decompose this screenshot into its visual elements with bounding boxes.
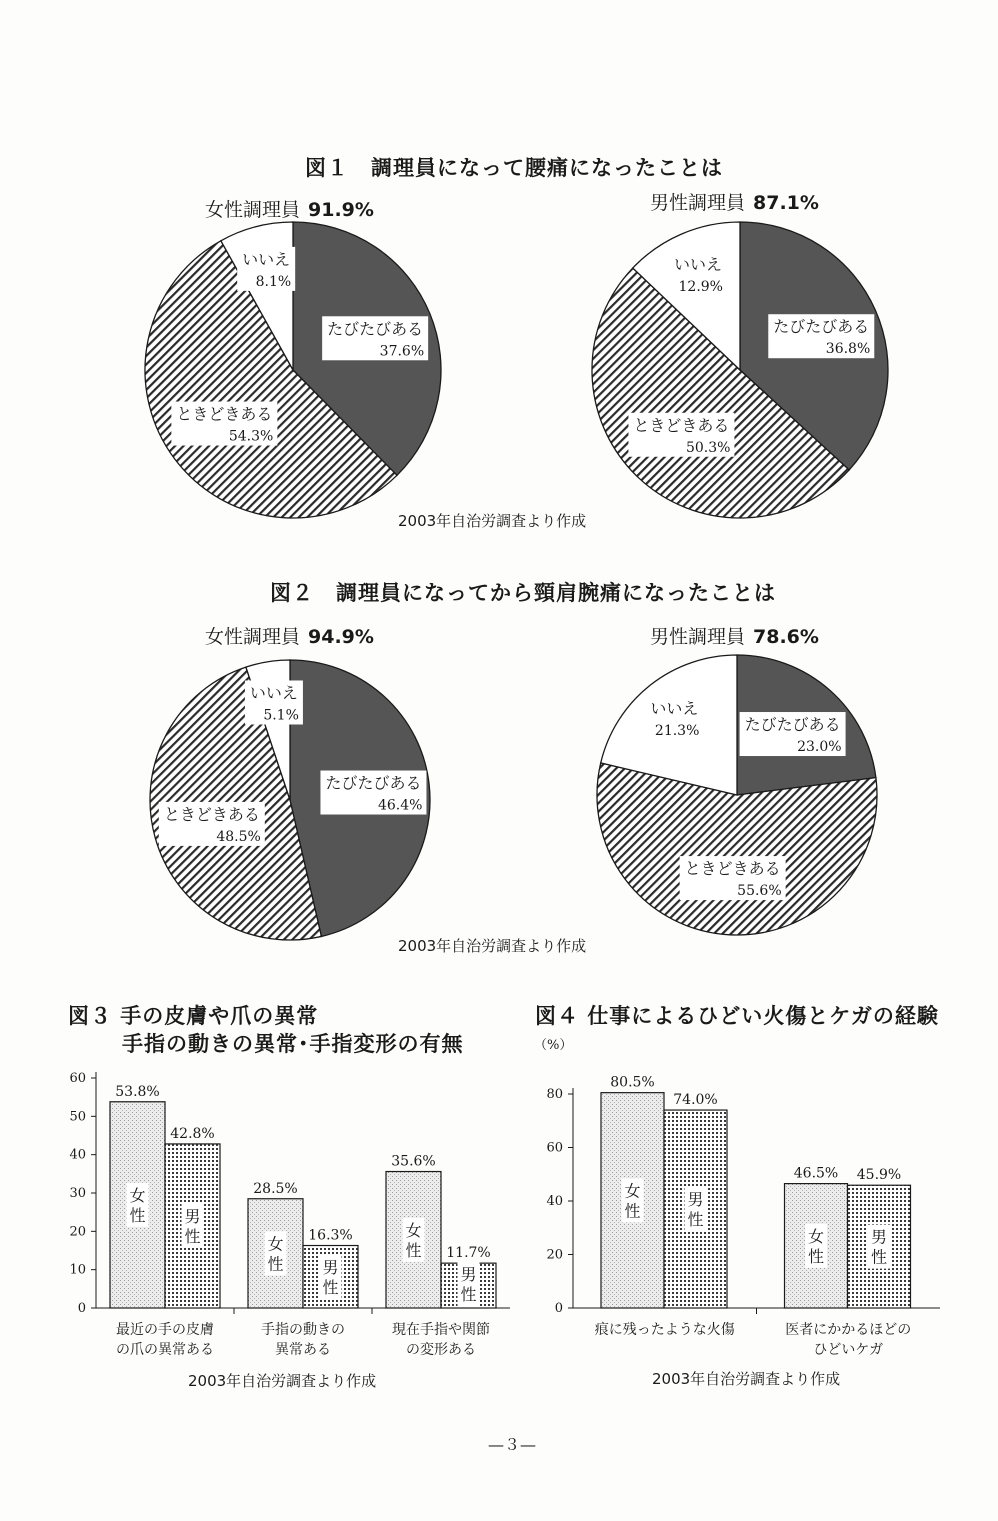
bar-series-label: 女: [129, 1185, 146, 1205]
pie-slice-value: 5.1%: [263, 707, 299, 724]
fig1-female-value: 91.9%: [308, 199, 374, 221]
x-category-label: 医者にかかるほどの: [785, 1322, 912, 1338]
pie-slice-name: いいえ: [673, 255, 723, 275]
pie-slice-value: 50.3%: [685, 439, 731, 456]
fig1-female-label: 女性調理員: [205, 199, 301, 221]
x-category-label: 最近の手の皮膚: [116, 1322, 214, 1338]
x-category-label: 現在手指や関節: [392, 1322, 490, 1338]
y-tick-label: 50: [69, 1109, 86, 1125]
x-category-label: の変形ある: [406, 1342, 476, 1358]
pie-slice-value: 54.3%: [228, 428, 274, 445]
pie-slice-value: 37.6%: [379, 343, 425, 360]
pie-slice-name: いいえ: [242, 249, 291, 269]
pie-slice-name: ときどきある: [176, 404, 273, 424]
page-number: —３—: [488, 1435, 537, 1454]
bar-value-label: 35.6%: [391, 1153, 436, 1170]
fig4-source: 2003年自治労調査より作成: [652, 1370, 841, 1388]
fig2-female-value: 94.9%: [308, 626, 374, 648]
pie-chart: [150, 660, 430, 940]
pie-slice-name: ときどきある: [163, 804, 260, 824]
pie-slice-name: たびたびある: [325, 773, 422, 793]
bar-series-label: 性: [460, 1285, 477, 1304]
x-category-label: 痕に残ったような火傷: [594, 1322, 735, 1338]
fig4-bar-chart: [546, 1075, 940, 1358]
y-tick-label: 60: [546, 1140, 563, 1156]
bar-series-label: 性: [807, 1246, 825, 1266]
bar-value-label: 45.9%: [856, 1167, 902, 1184]
pie-slice-name: たびたびある: [327, 319, 424, 339]
bar-series-label: 男: [184, 1206, 201, 1226]
bar-series-label: 男: [687, 1190, 704, 1210]
y-tick-label: 30: [69, 1186, 86, 1201]
pie-slice-name: たびたびある: [773, 317, 870, 337]
bar-series-label: 性: [687, 1210, 704, 1230]
pie-charts: [145, 222, 888, 940]
pie-slice-value: 21.3%: [654, 722, 700, 739]
bar-series-label: 女: [624, 1181, 641, 1201]
y-tick-label: 40: [546, 1194, 563, 1209]
pie-slice-value: 36.8%: [825, 341, 871, 358]
fig3-title-line2: 手指の動きの異常･手指変形の有無: [122, 1032, 464, 1056]
bar-series-label: 女: [807, 1226, 825, 1246]
bar-series-label: 性: [129, 1205, 146, 1225]
fig2-title: 図２ 調理員になってから頸肩腕痛になったことは: [270, 581, 776, 605]
pie-slice-value: 48.5%: [216, 828, 261, 845]
y-tick-label: 60: [69, 1071, 86, 1086]
bar-value-label: 46.5%: [793, 1165, 839, 1182]
pie-chart: [597, 655, 877, 935]
fig1-source: 2003年自治労調査より作成: [398, 512, 587, 530]
fig2-source: 2003年自治労調査より作成: [398, 937, 587, 955]
bar-value-label: 28.5%: [253, 1180, 298, 1197]
bar-value-label: 11.7%: [446, 1245, 491, 1262]
fig1-male-value: 87.1%: [753, 192, 819, 214]
bar-value-label: 74.0%: [673, 1092, 718, 1109]
bar-series-label: 性: [624, 1201, 641, 1221]
y-tick-label: 40: [69, 1147, 86, 1163]
y-tick-label: 10: [69, 1262, 86, 1278]
bar-series-label: 性: [184, 1226, 201, 1246]
bar-series-label: 性: [870, 1247, 888, 1267]
pie-slice-value: 46.4%: [377, 797, 423, 814]
pie-slice-name: ときどきある: [633, 415, 730, 435]
bar-series-label: 男: [460, 1265, 477, 1284]
fig4-unit: （%）: [534, 1038, 573, 1053]
bar-series-label: 女: [405, 1220, 422, 1240]
pie-slice-value: 23.0%: [797, 739, 842, 756]
fig4-title: 図４ 仕事によるひどい火傷とケガの経験: [535, 1004, 939, 1028]
fig1-title: 図１ 調理員になって腰痛になったことは: [305, 156, 723, 180]
pie-slice-value: 55.6%: [737, 883, 782, 900]
y-tick-label: 20: [69, 1224, 86, 1240]
bar-series-label: 性: [267, 1254, 284, 1274]
pie-chart: [592, 222, 888, 518]
pie-slice-name: いいえ: [650, 698, 699, 718]
bar-series-label: 女: [267, 1234, 284, 1254]
bar-series-label: 男: [870, 1227, 888, 1247]
pie-slice-value: 8.1%: [255, 273, 292, 290]
bar-value-label: 53.8%: [115, 1083, 160, 1100]
x-category-label: ひどいケガ: [813, 1342, 884, 1358]
x-category-label: 異常ある: [275, 1342, 331, 1358]
pie-chart: [145, 222, 441, 518]
fig3-bar-chart: [69, 1071, 510, 1358]
pie-slice-name: ときどきある: [684, 859, 781, 879]
fig2-male-value: 78.6%: [753, 626, 819, 648]
bar-series-label: 性: [405, 1240, 422, 1260]
y-tick-label: 0: [77, 1301, 86, 1316]
fig3-source: 2003年自治労調査より作成: [188, 1372, 377, 1390]
fig1-male-label: 男性調理員: [650, 192, 746, 214]
fig2-male-label: 男性調理員: [650, 626, 746, 648]
bar-value-label: 42.8%: [170, 1125, 215, 1142]
fig2-female-label: 女性調理員: [205, 626, 301, 648]
fig3-title-line1: 図３ 手の皮膚や爪の異常: [68, 1004, 319, 1028]
bar-value-label: 16.3%: [308, 1227, 353, 1244]
x-category-label: の爪の異常ある: [116, 1342, 214, 1358]
pie-slice-name: いいえ: [249, 683, 298, 703]
bar-value-label: 80.5%: [610, 1074, 655, 1091]
x-category-label: 手指の動きの: [261, 1322, 345, 1338]
y-tick-label: 80: [546, 1087, 563, 1102]
y-tick-label: 0: [554, 1301, 563, 1316]
pie-slice-name: たびたびある: [744, 715, 841, 735]
pie-slice-value: 12.9%: [678, 279, 723, 296]
y-tick-label: 20: [546, 1247, 563, 1263]
bar-series-label: 性: [322, 1277, 339, 1297]
bar-series-label: 男: [322, 1257, 339, 1277]
